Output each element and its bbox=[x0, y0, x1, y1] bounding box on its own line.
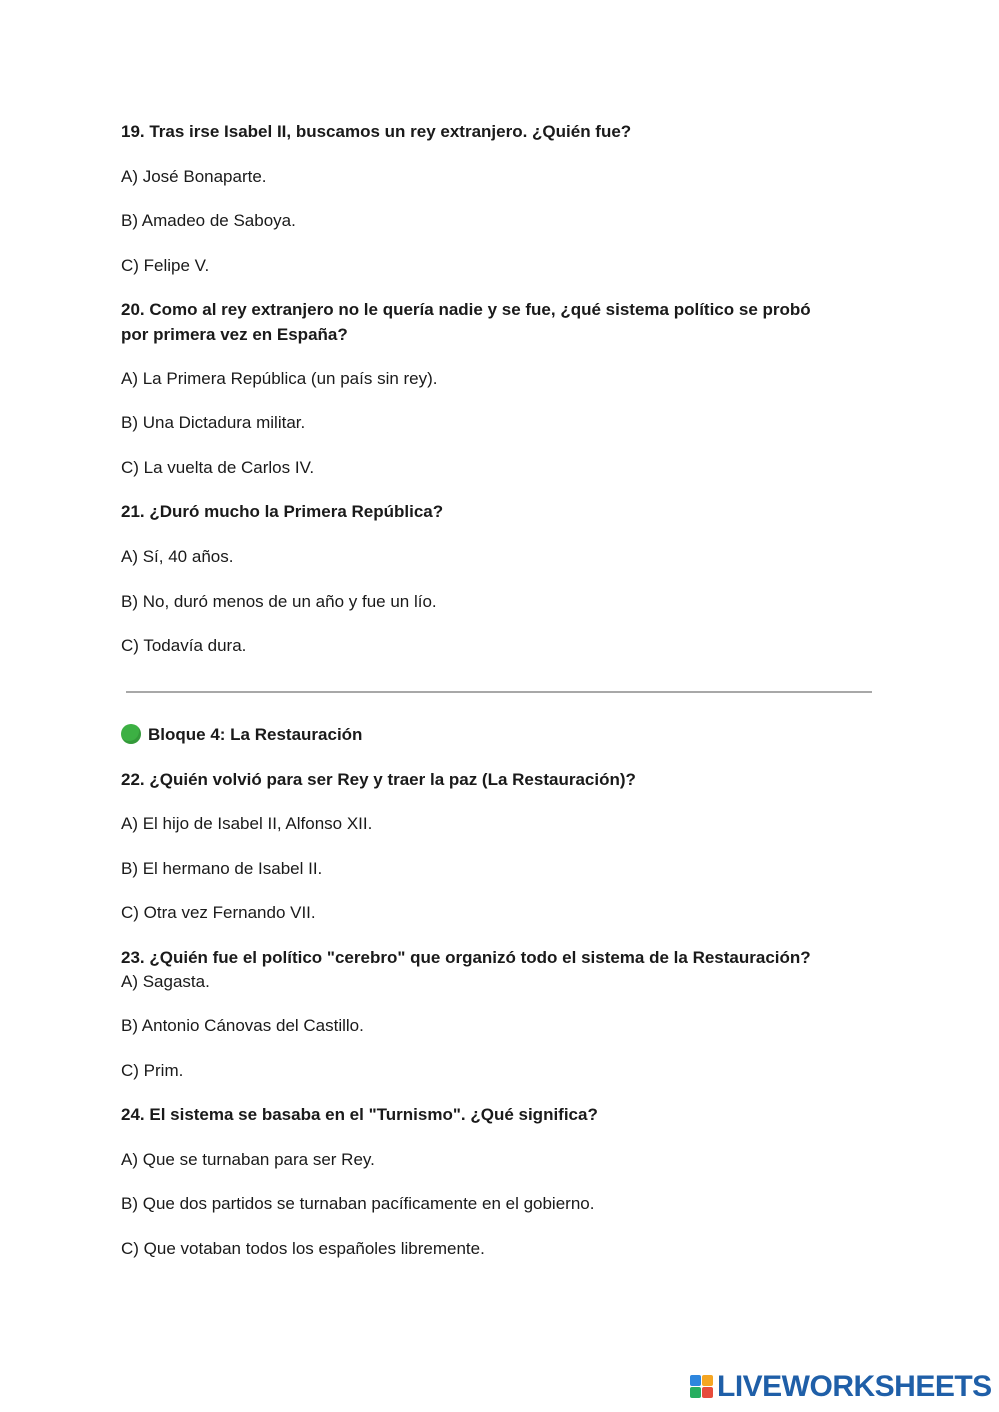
option-24-a: A) Que se turnaban para ser Rey. bbox=[121, 1150, 375, 1169]
question-19: 19. Tras irse Isabel II, buscamos un rey extranjero. ¿Quién fue? bbox=[121, 122, 632, 141]
option-23-b: B) Antonio Cánovas del Castillo. bbox=[121, 1016, 364, 1035]
section-title: Bloque 4: La Restauración bbox=[148, 725, 363, 744]
option-20-a: A) La Primera República (un país sin rey). bbox=[121, 369, 438, 388]
option-24-c: C) Que votaban todos los españoles libremente. bbox=[121, 1239, 485, 1258]
option-23-a: A) Sagasta. bbox=[121, 972, 210, 991]
section-heading bbox=[121, 723, 362, 747]
option-21-c: C) Todavía dura. bbox=[121, 636, 247, 655]
option-22-c: C) Otra vez Fernando VII. bbox=[121, 903, 316, 922]
question-23: 23. ¿Quién fue el político "cerebro" que organizó todo el sistema de la Restauración? bbox=[121, 948, 811, 967]
option-22-b: B) El hermano de Isabel II. bbox=[121, 859, 323, 878]
option-20-b: B) Una Dictadura militar. bbox=[121, 413, 306, 432]
question-20-line-1: 20. Como al rey extranjero no le quería nadie y se fue, ¿qué sistema político se probó bbox=[121, 300, 811, 319]
option-22-a: A) El hijo de Isabel II, Alfonso XII. bbox=[121, 814, 373, 833]
option-20-c: C) La vuelta de Carlos IV. bbox=[121, 458, 315, 477]
option-21-a: A) Sí, 40 años. bbox=[121, 547, 234, 566]
question-21: 21. ¿Duró mucho la Primera República? bbox=[121, 502, 444, 521]
liveworksheets-logo-text: LIVEWORKSHEETS bbox=[717, 1370, 992, 1403]
liveworksheets-logo bbox=[690, 1372, 992, 1402]
question-24: 24. El sistema se basaba en el "Turnismo". ¿Qué significa? bbox=[121, 1105, 598, 1124]
question-20-line-2: por primera vez en España? bbox=[121, 325, 348, 344]
liveworksheets-logo-icon bbox=[690, 1375, 714, 1399]
option-21-b: B) No, duró menos de un año y fue un lío. bbox=[121, 592, 437, 611]
option-23-c: C) Prim. bbox=[121, 1061, 184, 1080]
section-divider bbox=[126, 691, 872, 693]
option-19-b: B) Amadeo de Saboya. bbox=[121, 211, 296, 230]
green-circle-icon bbox=[121, 724, 141, 744]
option-19-c: C) Felipe V. bbox=[121, 256, 210, 275]
option-19-a: A) José Bonaparte. bbox=[121, 167, 267, 186]
option-24-b: B) Que dos partidos se turnaban pacíficamente en el gobierno. bbox=[121, 1194, 595, 1213]
question-22: 22. ¿Quién volvió para ser Rey y traer la paz (La Restauración)? bbox=[121, 770, 636, 789]
